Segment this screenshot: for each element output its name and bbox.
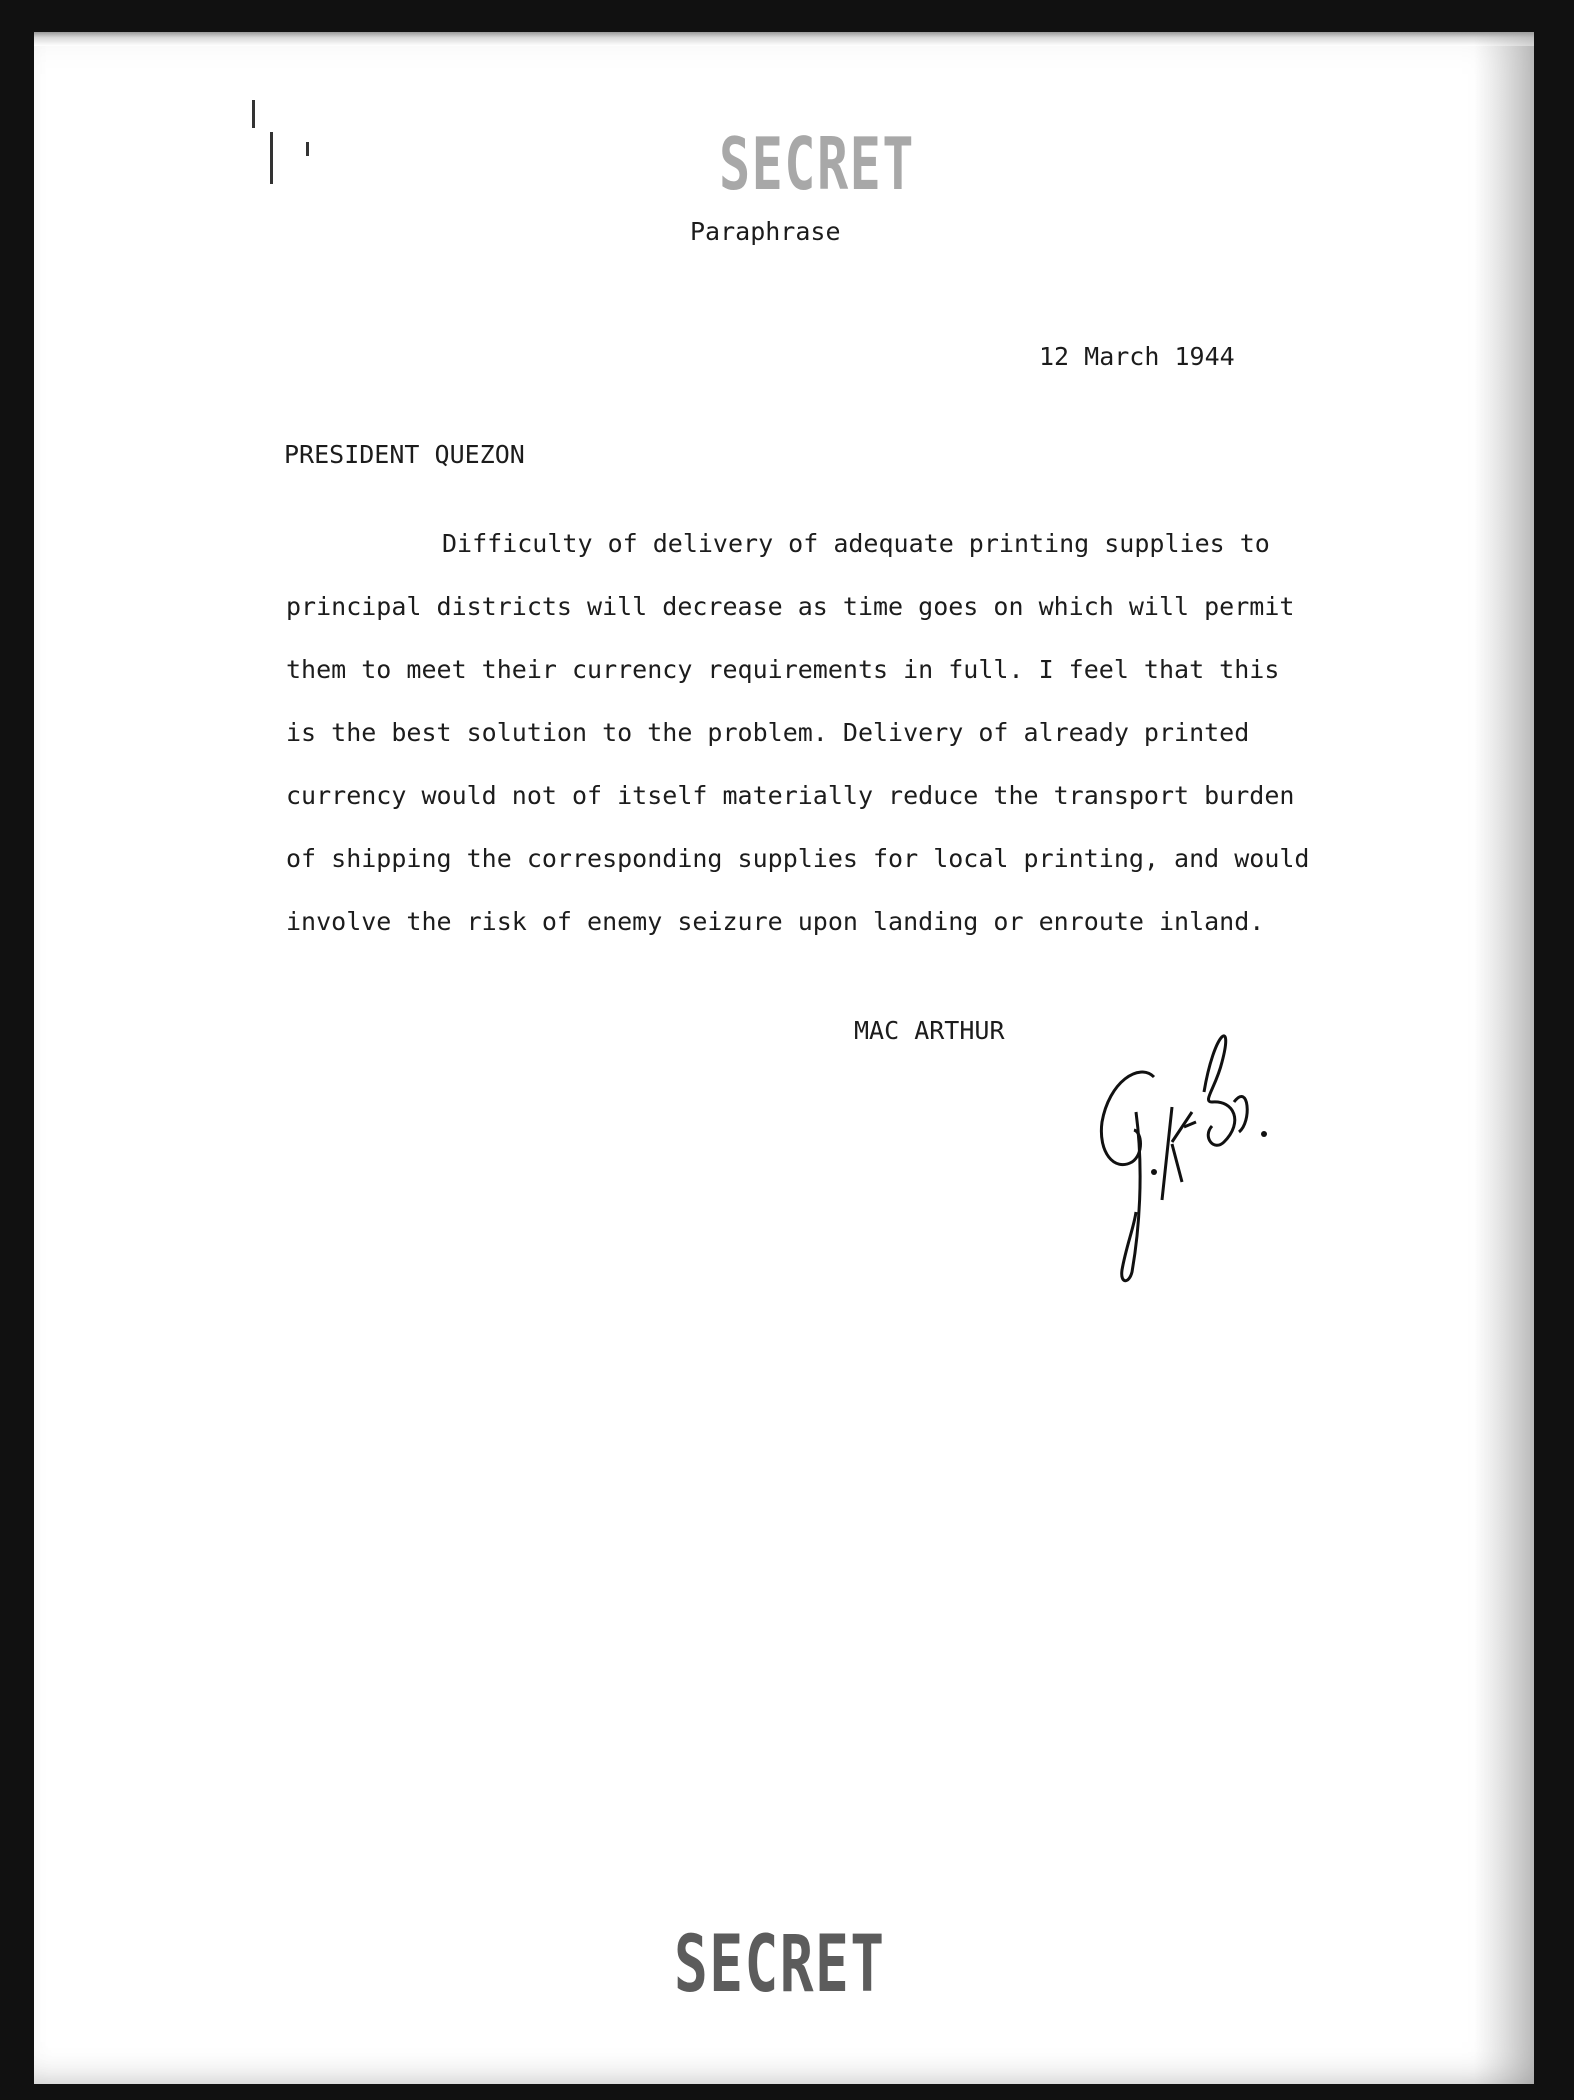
paper-right-shadow [1474,32,1534,2084]
paper-top-edge [34,32,1534,46]
document-header: Paraphrase [690,217,841,246]
message-body [286,512,1436,953]
paper-sheet [34,32,1534,2084]
body-line: currency would not of itself materially reduce the transport burden [286,781,1295,810]
handwritten-initials [1084,1022,1284,1302]
document-date: 12 March 1944 [1039,342,1235,371]
body-line: is the best solution to the problem. Delivery of already printed [286,718,1250,747]
body-line: involve the risk of enemy seizure upon landing or enroute inland. [286,907,1265,936]
addressee: PRESIDENT QUEZON [284,440,525,469]
body-line: of shipping the corresponding supplies for local printing, and would [286,844,1310,873]
body-line: them to meet their currency requirements in full. I feel that this [286,655,1280,684]
margin-mark [270,132,273,184]
margin-mark [306,142,309,156]
secret-stamp-bottom: SECRET [674,1920,886,2010]
body-line: Difficulty of delivery of adequate printing supplies to [442,529,1270,558]
margin-mark [252,100,255,128]
signer-name: MAC ARTHUR [854,1016,1005,1045]
body-line: principal districts will decrease as time goes on which will permit [286,592,1295,621]
secret-stamp-top: SECRET [719,122,915,206]
